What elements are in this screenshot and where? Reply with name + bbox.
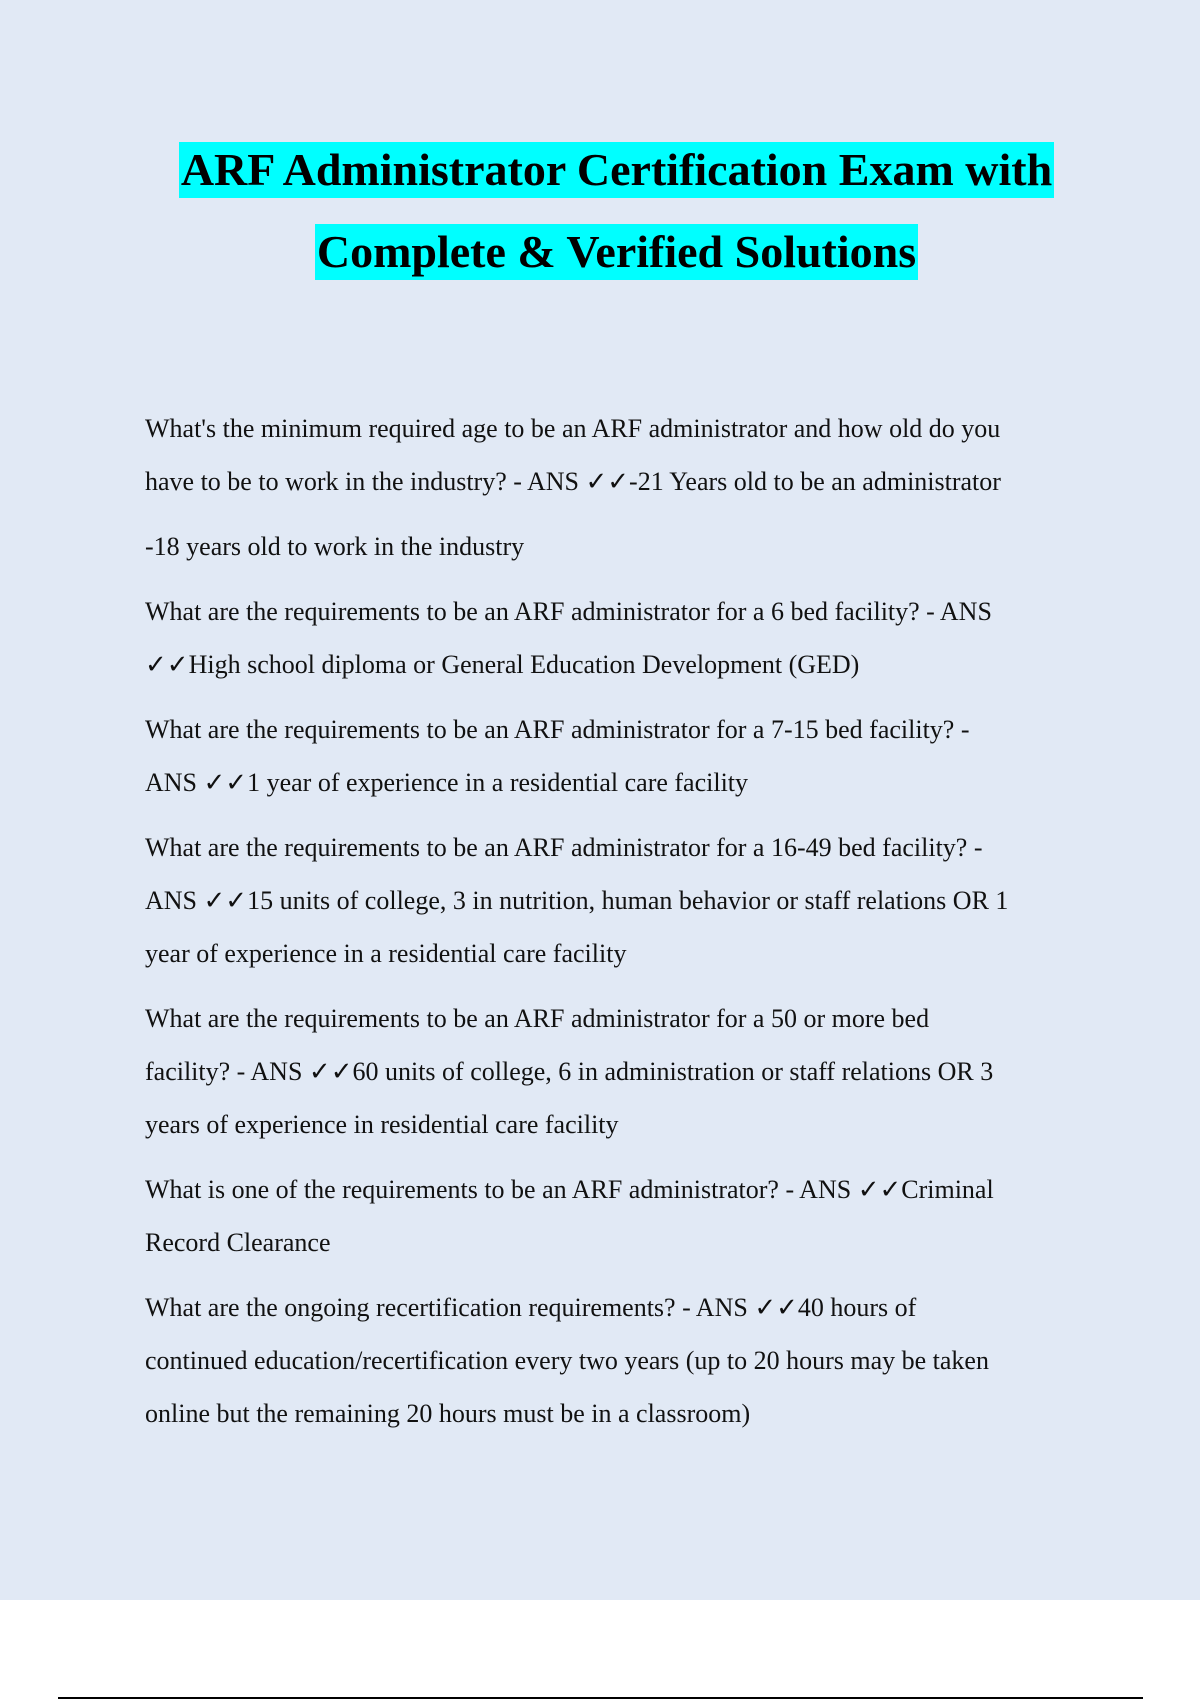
qa-line: years of experience in residential care facility <box>145 1110 619 1139</box>
qa-line: year of experience in a residential care facility <box>145 939 627 968</box>
qa-item <box>145 585 1095 691</box>
qa-list <box>145 402 1095 1452</box>
qa-line: What is one of the requirements to be an ARF administrator? - ANS ✓✓Criminal <box>145 1175 994 1204</box>
qa-line: facility? - ANS ✓✓60 units of college, 6 in administration or staff relations OR 3 <box>145 1057 994 1086</box>
qa-line: online but the remaining 20 hours must be in a classroom) <box>145 1399 751 1428</box>
qa-line: ✓✓High school diploma or General Education Development (GED) <box>145 650 860 679</box>
qa-line: -18 years old to work in the industry <box>145 532 525 561</box>
qa-line: have to be to work in the industry? - ANS ✓✓-21 Years old to be an administrator <box>145 467 1001 496</box>
qa-item <box>145 1163 1095 1269</box>
qa-item <box>145 703 1095 809</box>
qa-item <box>145 821 1095 980</box>
footer-divider <box>58 1697 1143 1699</box>
qa-line: ANS ✓✓1 year of experience in a residential care facility <box>145 768 749 797</box>
qa-item <box>145 992 1095 1151</box>
qa-item <box>145 402 1095 573</box>
qa-line: ANS ✓✓15 units of college, 3 in nutrition, human behavior or staff relations OR 1 <box>145 886 1009 915</box>
qa-line: What's the minimum required age to be an ARF administrator and how old do you <box>145 414 1001 443</box>
qa-line: What are the ongoing recertification requirements? - ANS ✓✓40 hours of <box>145 1293 917 1322</box>
title-line-2: Complete & Verified Solutions <box>315 224 918 280</box>
qa-line: Record Clearance <box>145 1228 331 1257</box>
qa-line: What are the requirements to be an ARF administrator for a 50 or more bed <box>145 1004 930 1033</box>
document-title <box>0 142 1200 280</box>
qa-item <box>145 1281 1095 1440</box>
qa-line: continued education/recertification every two years (up to 20 hours may be taken <box>145 1346 989 1375</box>
qa-line: What are the requirements to be an ARF administrator for a 7-15 bed facility? - <box>145 715 970 744</box>
qa-line: What are the requirements to be an ARF administrator for a 16-49 bed facility? - <box>145 833 983 862</box>
qa-line: What are the requirements to be an ARF administrator for a 6 bed facility? - ANS <box>145 597 992 626</box>
title-line-1: ARF Administrator Certification Exam with <box>179 142 1054 198</box>
